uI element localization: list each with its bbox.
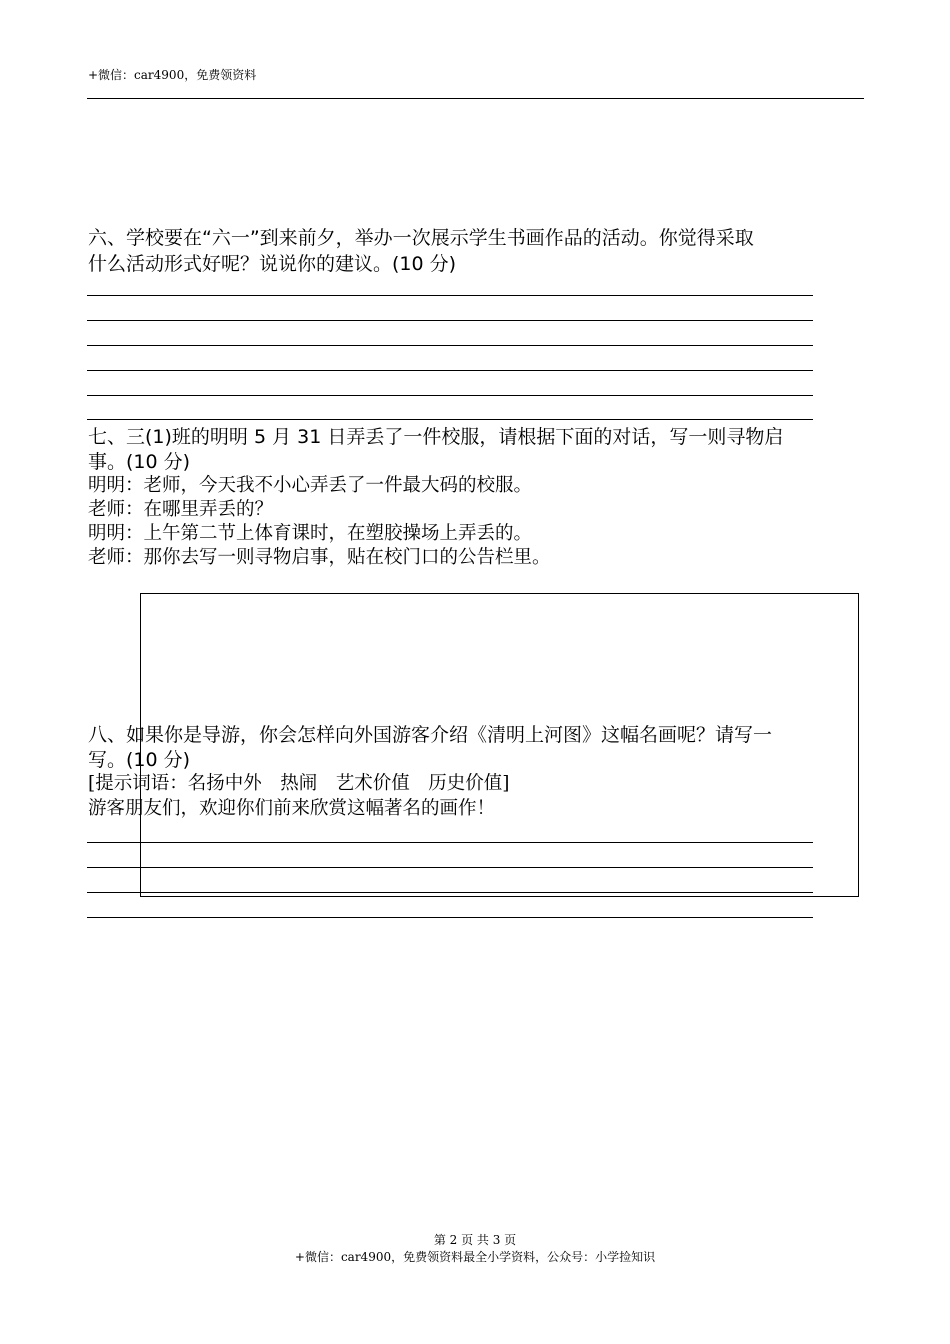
answer-line[interactable] xyxy=(87,345,813,346)
dialogue-line: 明明：上午第二节上体育课时，在塑胶操场上弄丢的。 xyxy=(88,523,533,544)
q6-title-line1: 六、学校要在“六一”到来前夕，举办一次展示学生书画作品的活动。你觉得采取 xyxy=(88,227,754,249)
dialogue-line: 明明：老师，今天我不小心弄丢了一件最大码的校服。 xyxy=(88,475,533,496)
q8-title-line2: 写。(10 分) xyxy=(88,749,191,771)
answer-line[interactable] xyxy=(87,320,813,321)
answer-line[interactable] xyxy=(87,842,813,843)
q8-title-line1: 八、如果你是导游，你会怎样向外国游客介绍《清明上河图》这幅名画呢？请写一 xyxy=(88,724,773,746)
dialogue-line: 老师：在哪里弄丢的？ xyxy=(88,499,274,520)
answer-line[interactable] xyxy=(87,892,813,893)
dialogue-line: 老师：那你去写一则寻物启事，贴在校门口的公告栏里。 xyxy=(88,547,551,568)
answer-line[interactable] xyxy=(87,370,813,371)
footer-note: +微信：car4900，免费领资料最全小学资料，公众号：小学捡知识 xyxy=(294,1250,656,1264)
q7-title-line1: 七、三(1)班的明明 5 月 31 日弄丢了一件校服，请根据下面的对话，写一则寻物启 xyxy=(88,426,784,448)
header-rule xyxy=(87,98,864,99)
answer-line[interactable] xyxy=(87,419,813,420)
answer-line[interactable] xyxy=(87,395,813,396)
answer-line[interactable] xyxy=(87,295,813,296)
hint-words: [提示词语：名扬中外 热闹 艺术价值 历史价值] xyxy=(88,773,510,794)
q7-title-line2: 事。(10 分) xyxy=(88,451,191,473)
page-number: 第 2 页 共 3 页 xyxy=(433,1233,517,1247)
answer-line[interactable] xyxy=(87,867,813,868)
opening-sentence: 游客朋友们，欢迎你们前来欣赏这幅著名的画作！ xyxy=(88,798,496,819)
q6-title-line2: 什么活动形式好呢？说说你的建议。(10 分) xyxy=(88,253,457,275)
answer-line[interactable] xyxy=(87,917,813,918)
header-note: +微信：car4900，免费领资料 xyxy=(88,68,257,82)
